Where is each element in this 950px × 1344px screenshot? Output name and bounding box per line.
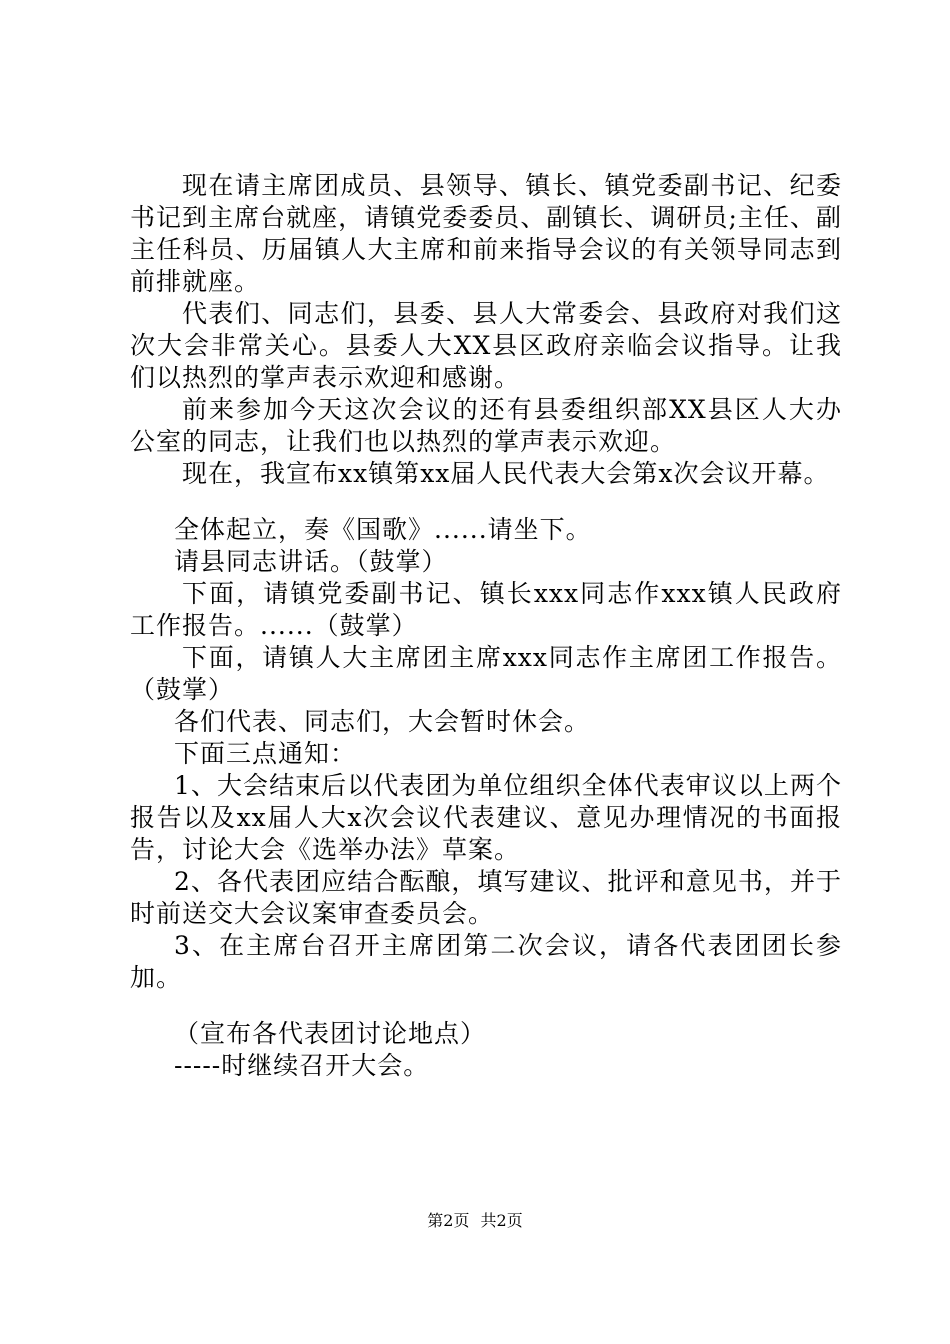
- paragraph-anthem: 全体起立，奏《国歌》......请坐下。: [174, 515, 592, 544]
- notice-item-2: 2、各代表团应结合酝酿，填写建议、批评和意见书，并于时前送交大会议案审查委员会。: [130, 867, 842, 928]
- paragraph-welcome-guests: 前来参加今天这次会议的还有县委组织部XX县区人大办公室的同志，让我们也以热烈的掌声表示欢迎。: [130, 395, 842, 456]
- page-footer: [0, 1211, 950, 1231]
- paragraph-notice-heading: 下面三点通知：: [174, 739, 357, 768]
- paragraph-opening: 现在，我宣布xx镇第xx届人民代表大会第x次会议开幕。: [182, 459, 830, 488]
- spacer: [130, 994, 842, 1018]
- notice-item-1: 1、大会结束后以代表团为单位组织全体代表审议以上两个报告以及xx届人大x次会议代表建议、意见办理情况的书面报告，讨论大会《选举办法》草案。: [130, 771, 842, 864]
- paragraph-seating: 现在请主席团成员、县领导、镇长、镇党委副书记、纪委书记到主席台就座，请镇党委委员、副镇长、调研员;主任、副主任科员、历届镇人大主席和前来指导会议的有关领导同志到前排就座。: [130, 171, 842, 296]
- page-total: 共2页: [480, 1211, 523, 1230]
- page-number: 第2页: [427, 1211, 470, 1230]
- document-body: [130, 170, 842, 1082]
- paragraph-welcome-leaders: 代表们、同志们，县委、县人大常委会、县政府对我们这次大会非常关心。县委人大XX县区政府亲临会议指导。让我们以热烈的掌声表示欢迎和感谢。: [130, 299, 842, 392]
- spacer: [130, 490, 842, 514]
- notice-item-3: 3、在主席台召开主席团第二次会议，请各代表团团长参加。: [130, 931, 842, 992]
- paragraph-presidium-report: 下面，请镇人大主席团主席xxx同志作主席团工作报告。（鼓掌）: [130, 643, 842, 704]
- paragraph-recess: 各们代表、同志们，大会暂时休会。: [174, 707, 591, 736]
- paragraph-government-report: 下面，请镇党委副书记、镇长xxx同志作xxx镇人民政府工作报告。......（鼓掌）: [130, 579, 842, 640]
- paragraph-resume-meeting: -----时继续召开大会。: [174, 1051, 430, 1080]
- paragraph-county-speech: 请县同志讲话。（鼓掌）: [174, 547, 448, 576]
- paragraph-discussion-locations: （宣布各代表团讨论地点）: [174, 1019, 487, 1048]
